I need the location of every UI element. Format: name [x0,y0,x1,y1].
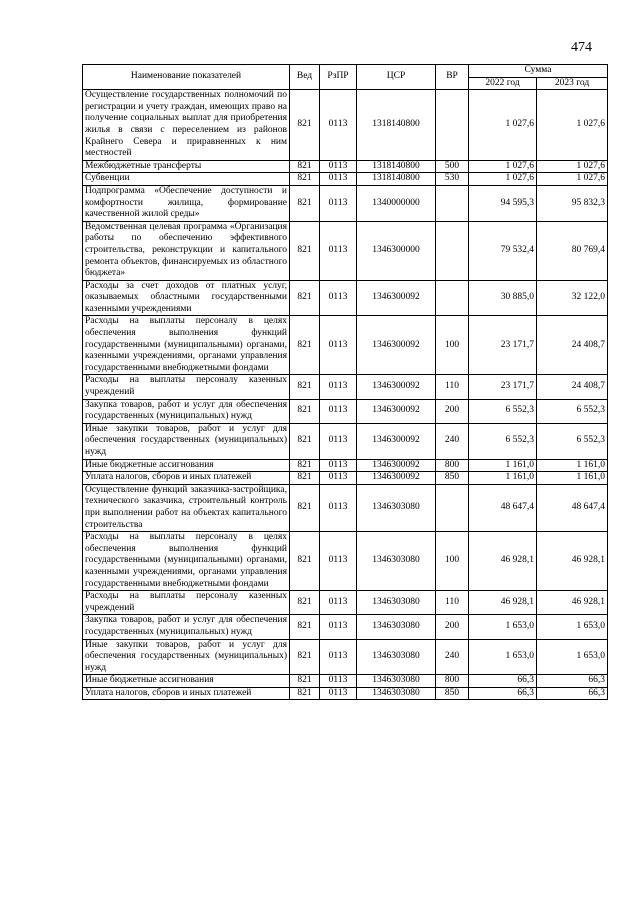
cell-vr: 500 [436,160,469,173]
cell-y2023: 46 928,1 [537,532,608,591]
cell-y2023: 1 653,0 [537,615,608,639]
cell-name: Подпрограмма «Обеспечение доступности и комфортности жилища, формирование качественной жилой среды» [83,185,290,221]
cell-rzpr: 0113 [320,615,357,639]
cell-rzpr: 0113 [320,675,357,688]
cell-name: Осуществление государственных полномочий по регистрации и учету граждан, имеющих право на получение социальных выплат для приобретения жилья в связи с переселением из районов Крайнего Севера и приравненных к ним местностей [83,90,290,161]
cell-y2023: 24 408,7 [537,375,608,399]
cell-y2022: 66,3 [469,687,537,700]
cell-rzpr: 0113 [320,484,357,531]
cell-name: Иные закупки товаров, работ и услуг для обеспечения государственных (муниципальных) нужд [83,639,290,675]
cell-y2023: 32 122,0 [537,280,608,316]
cell-vr: 100 [436,316,469,375]
table-row [83,160,608,173]
cell-ved: 821 [290,459,320,472]
cell-y2022: 94 595,3 [469,185,537,221]
cell-vr: 240 [436,423,469,459]
cell-csr: 1346300092 [357,472,436,485]
cell-csr: 1346300092 [357,316,436,375]
cell-ved: 821 [290,375,320,399]
cell-y2022: 23 171,7 [469,375,537,399]
cell-vr [436,185,469,221]
cell-vr: 100 [436,532,469,591]
cell-rzpr: 0113 [320,316,357,375]
table-row [83,173,608,186]
cell-csr: 1346303080 [357,591,436,615]
cell-y2022: 6 552,3 [469,423,537,459]
cell-rzpr: 0113 [320,185,357,221]
cell-rzpr: 0113 [320,160,357,173]
header-ved: Вед [290,65,320,90]
cell-y2022: 23 171,7 [469,316,537,375]
cell-ved: 821 [290,90,320,161]
table-row [83,221,608,280]
cell-name: Иные бюджетные ассигнования [83,675,290,688]
cell-y2023: 1 027,6 [537,90,608,161]
cell-name: Субвенции [83,173,290,186]
cell-vr: 110 [436,375,469,399]
cell-y2023: 95 832,3 [537,185,608,221]
cell-rzpr: 0113 [320,687,357,700]
header-year-2023: 2023 год [537,77,608,90]
cell-ved: 821 [290,221,320,280]
cell-y2023: 24 408,7 [537,316,608,375]
cell-y2022: 1 161,0 [469,459,537,472]
header-rzpr: РзПР [320,65,357,90]
cell-csr: 1346300092 [357,459,436,472]
cell-ved: 821 [290,675,320,688]
cell-vr: 530 [436,173,469,186]
cell-ved: 821 [290,160,320,173]
table-row [83,280,608,316]
header-vr: ВР [436,65,469,90]
cell-rzpr: 0113 [320,423,357,459]
cell-ved: 821 [290,472,320,485]
cell-csr: 1340000000 [357,185,436,221]
cell-ved: 821 [290,173,320,186]
cell-vr: 850 [436,472,469,485]
header-name: Наименование показателей [83,65,290,90]
cell-y2022: 1 653,0 [469,639,537,675]
cell-vr [436,221,469,280]
cell-ved: 821 [290,185,320,221]
cell-csr: 1346300092 [357,423,436,459]
cell-y2022: 48 647,4 [469,484,537,531]
cell-name: Расходы на выплаты персоналу казенных учреждений [83,375,290,399]
cell-csr: 1346303080 [357,532,436,591]
cell-vr: 800 [436,459,469,472]
cell-csr: 1346303080 [357,639,436,675]
cell-vr [436,280,469,316]
cell-csr: 1346303080 [357,484,436,531]
table-row [83,459,608,472]
table-row [83,675,608,688]
cell-vr: 200 [436,615,469,639]
cell-name: Закупка товаров, работ и услуг для обеспечения государственных (муниципальных) нужд [83,615,290,639]
cell-y2023: 80 769,4 [537,221,608,280]
cell-ved: 821 [290,423,320,459]
cell-rzpr: 0113 [320,399,357,423]
cell-ved: 821 [290,639,320,675]
cell-rzpr: 0113 [320,375,357,399]
cell-ved: 821 [290,280,320,316]
table-row [83,615,608,639]
cell-y2023: 6 552,3 [537,423,608,459]
cell-y2022: 30 885,0 [469,280,537,316]
cell-vr [436,90,469,161]
cell-name: Осуществление функций заказчика-застройщика, технического заказчика, строительный контроль при выполнении работ на объектах капитального строительства [83,484,290,531]
cell-csr: 1346300092 [357,280,436,316]
cell-vr: 800 [436,675,469,688]
cell-rzpr: 0113 [320,173,357,186]
cell-name: Расходы на выплаты персоналу в целях обеспечения выполнения функций государственными (муниципальными) органами, казенными учреждениями, органами управления государственными внебюджетными фондами [83,532,290,591]
table-row [83,687,608,700]
cell-vr: 240 [436,639,469,675]
cell-y2023: 1 161,0 [537,472,608,485]
table-header [83,65,608,90]
header-csr: ЦСР [357,65,436,90]
cell-name: Иные закупки товаров, работ и услуг для обеспечения государственных (муниципальных) нужд [83,423,290,459]
header-year-2022: 2022 год [469,77,537,90]
table-row [83,591,608,615]
table-row [83,472,608,485]
cell-vr [436,484,469,531]
cell-y2023: 1 027,6 [537,160,608,173]
cell-rzpr: 0113 [320,459,357,472]
cell-rzpr: 0113 [320,280,357,316]
cell-ved: 821 [290,591,320,615]
cell-ved: 821 [290,316,320,375]
page-number: 474 [571,40,592,55]
cell-csr: 1318140800 [357,160,436,173]
table-row [83,423,608,459]
cell-y2022: 1 653,0 [469,615,537,639]
cell-y2022: 1 161,0 [469,472,537,485]
cell-csr: 1318140800 [357,90,436,161]
cell-ved: 821 [290,484,320,531]
cell-name: Закупка товаров, работ и услуг для обеспечения государственных (муниципальных) нужд [83,399,290,423]
cell-csr: 1346300092 [357,375,436,399]
cell-y2023: 1 653,0 [537,639,608,675]
cell-y2023: 1 027,6 [537,173,608,186]
cell-rzpr: 0113 [320,221,357,280]
cell-y2022: 1 027,6 [469,90,537,161]
cell-csr: 1346303080 [357,687,436,700]
table-row [83,532,608,591]
cell-ved: 821 [290,532,320,591]
cell-name: Расходы за счет доходов от платных услуг, оказываемых областными государственными казенными учреждениями [83,280,290,316]
budget-table [82,64,608,700]
cell-vr: 110 [436,591,469,615]
cell-vr: 850 [436,687,469,700]
cell-y2023: 1 161,0 [537,459,608,472]
cell-csr: 1346303080 [357,675,436,688]
cell-rzpr: 0113 [320,90,357,161]
table-row [83,375,608,399]
header-sum: Сумма [469,65,608,78]
cell-y2023: 66,3 [537,687,608,700]
cell-ved: 821 [290,615,320,639]
cell-vr: 200 [436,399,469,423]
cell-y2022: 1 027,6 [469,173,537,186]
cell-csr: 1318140800 [357,173,436,186]
cell-y2023: 46 928,1 [537,591,608,615]
table-row [83,185,608,221]
cell-y2022: 46 928,1 [469,591,537,615]
table-body [83,90,608,700]
cell-name: Межбюджетные трансферты [83,160,290,173]
cell-csr: 1346300092 [357,399,436,423]
cell-y2022: 1 027,6 [469,160,537,173]
cell-y2022: 46 928,1 [469,532,537,591]
table-row [83,639,608,675]
cell-ved: 821 [290,399,320,423]
cell-y2022: 79 532,4 [469,221,537,280]
table-row [83,90,608,161]
cell-rzpr: 0113 [320,639,357,675]
cell-y2022: 6 552,3 [469,399,537,423]
table-row [83,399,608,423]
cell-rzpr: 0113 [320,591,357,615]
cell-name: Уплата налогов, сборов и иных платежей [83,472,290,485]
cell-y2023: 6 552,3 [537,399,608,423]
cell-rzpr: 0113 [320,472,357,485]
cell-name: Расходы на выплаты персоналу в целях обеспечения выполнения функций государственными (муниципальными) органами, казенными учреждениями, органами управления государственными внебюджетными фондами [83,316,290,375]
cell-y2023: 66,3 [537,675,608,688]
cell-name: Уплата налогов, сборов и иных платежей [83,687,290,700]
cell-rzpr: 0113 [320,532,357,591]
cell-name: Иные бюджетные ассигнования [83,459,290,472]
cell-name: Расходы на выплаты персоналу казенных учреждений [83,591,290,615]
table-row [83,316,608,375]
cell-name: Ведомственная целевая программа «Организация работы по обеспечению эффективного строительства, реконструкции и капитального ремонта объектов, финансируемых из областного бюджета» [83,221,290,280]
cell-y2023: 48 647,4 [537,484,608,531]
cell-csr: 1346300000 [357,221,436,280]
cell-csr: 1346303080 [357,615,436,639]
cell-y2022: 66,3 [469,675,537,688]
cell-ved: 821 [290,687,320,700]
table-row [83,484,608,531]
